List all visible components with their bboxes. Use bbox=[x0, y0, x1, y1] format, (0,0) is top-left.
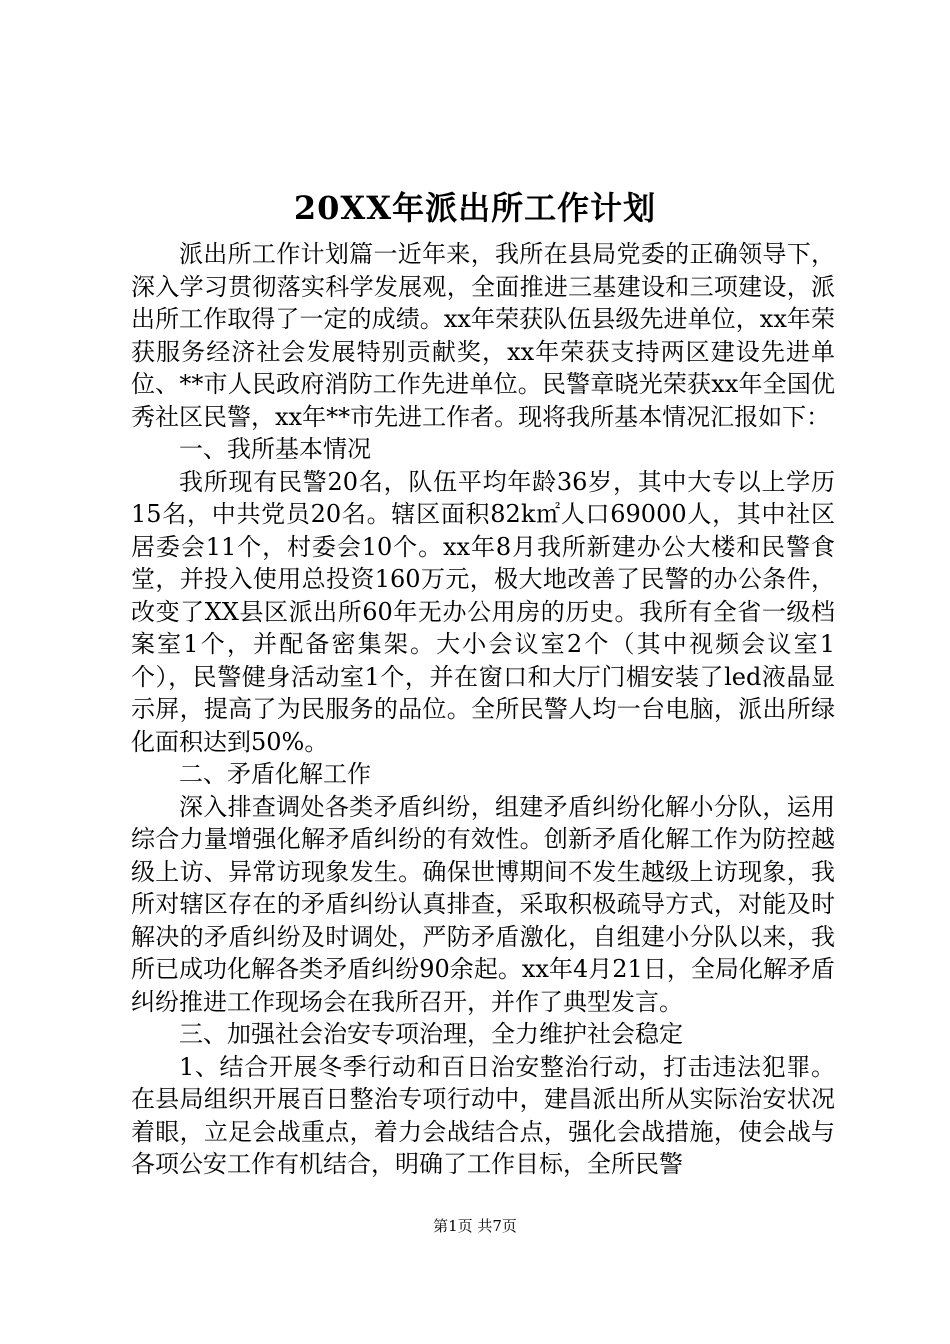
paragraph-conflict-resolution: 深入排查调处各类矛盾纠纷，组建矛盾纠纷化解小分队，运用综合力量增强化解矛盾纠纷的有效性。创新矛盾化解工作为防控越级上访、异常访现象发生。确保世博期间不发生越级上访现象，我所对辖区存在的矛盾纠纷认真排查，采取积极疏导方式，对能及时解决的矛盾纠纷及时调处，严防矛盾激化，自组建小分队以来，我所已成功化解各类矛盾纠纷90余起。xx年4月21日，全局化解矛盾纠纷推进工作现场会在我所召开，并作了典型发言。 bbox=[131, 792, 835, 1016]
section-heading-2: 二、矛盾化解工作 bbox=[179, 760, 371, 788]
section-heading-1: 一、我所基本情况 bbox=[179, 435, 371, 463]
section-heading-3: 三、加强社会治安专项治理，全力维护社会稳定 bbox=[179, 1020, 683, 1048]
document-body bbox=[131, 238, 835, 1181]
paragraph-basic-info: 我所现有民警20名，队伍平均年龄36岁，其中大专以上学历15名，中共党员20名。辖区面积82k㎡人口69000人，其中社区居委会11个，村委会10个。xx年8月我所新建办公大楼和民警食堂，并投入使用总投资160万元，极大地改善了民警的办公条件，改变了XX县区派出所60年无办公用房的历史。我所有全省一级档案室1个，并配备密集架。大小会议室2个（其中视频会议室1个），民警健身活动室1个，并在窗口和大厅门楣安装了led液晶显示屏，提高了为民服务的品位。全所民警人均一台电脑，派出所绿化面积达到50%。 bbox=[131, 467, 835, 756]
document-title: 20XX年派出所工作计划 bbox=[293, 189, 657, 227]
paragraph-intro: 派出所工作计划篇一近年来，我所在县局党委的正确领导下，深入学习贯彻落实科学发展观，全面推进三基建设和三项建设，派出所工作取得了一定的成绩。xx年荣获队伍县级先进单位，xx年荣获服务经济社会发展特别贡献奖，xx年荣获支持两区建设先进单位、**市人民政府消防工作先进单位。民警章晓光荣获xx年全国优秀社区民警，xx年**市先进工作者。现将我所基本情况汇报如下： bbox=[131, 240, 835, 431]
paragraph-public-security: 1、结合开展冬季行动和百日治安整治行动，打击违法犯罪。在县局组织开展百日整治专项行动中，建昌派出所从实际治安状况着眼，立足会战重点，着力会战结合点，强化会战措施，使会战与各项公安工作有机结合，明确了工作目标，全所民警 bbox=[131, 1052, 835, 1178]
page-number-footer: 第1页 共7页 bbox=[433, 1217, 517, 1235]
